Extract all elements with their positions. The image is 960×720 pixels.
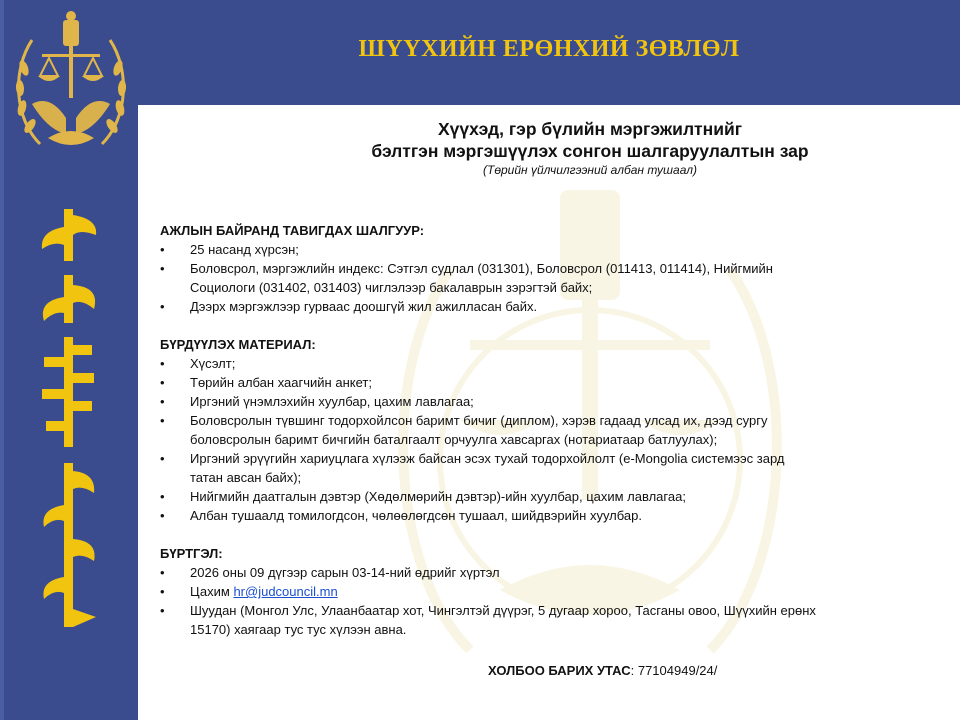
requirements-heading: АЖЛЫН БАЙРАНД ТАВИГДАХ ШАЛГУУР: xyxy=(160,223,425,238)
material-text-cont: боловсролын баримт бичгийн баталгаалт орчуулга хавсаргах (нотариатаар батлуулах); xyxy=(190,432,718,447)
list-item xyxy=(160,373,960,392)
list-item xyxy=(160,259,960,297)
announcement-subtitle: (Төрийн үйлчилгээний албан тушаал) xyxy=(483,163,697,177)
material-text: Боловсролын түвшинг тодорхойлсон баримт бичиг (диплом), хэрэв гадаад улсад их, дээд сургу xyxy=(190,413,768,428)
bullet: • xyxy=(160,603,165,618)
list-item xyxy=(160,297,960,316)
bullet: • xyxy=(160,394,165,409)
list-item xyxy=(160,240,960,259)
bullet: • xyxy=(160,261,165,276)
material-text: Төрийн албан хаагчийн анкет; xyxy=(190,375,372,390)
material-text-cont: татан авсан байх); xyxy=(190,470,302,485)
material-text: Нийгмийн даатгалын дэвтэр (Хөдөлмөрийн дэвтэр)-ийн хуулбар, цахим лавлагаа; xyxy=(190,489,686,504)
contact-phone: : 77104949/24/ xyxy=(630,663,718,678)
organization-title: ШҮҮХИЙН ЕРӨНХИЙ ЗӨВЛӨЛ xyxy=(358,36,740,62)
bullet: • xyxy=(160,508,165,523)
bullet: • xyxy=(160,413,165,428)
sidebar-edge xyxy=(0,0,4,720)
list-item xyxy=(160,601,960,639)
mongolian-script-icon xyxy=(24,205,116,635)
contact-line xyxy=(488,663,717,678)
bullet: • xyxy=(160,451,165,466)
requirement-text: Дээрх мэргэжлээр гурваас доошгүй жил ажилласан байх. xyxy=(190,299,538,314)
list-item xyxy=(160,392,960,411)
list-item xyxy=(160,449,960,487)
list-item xyxy=(160,582,960,601)
bullet: • xyxy=(160,565,165,580)
list-item xyxy=(160,506,960,525)
material-text: Иргэний эрүүгийн хариуцлага хүлээж байсан эсэх тухай тодорхойлолт (e-Mongolia системээс зард xyxy=(190,451,785,466)
registration-mail-address: Шуудан (Монгол Улс, Улаанбаатар хот, Чингэлтэй дүүрэг, 5 дугаар хороо, Тасганы овоо, Шүүхийн ерөнх xyxy=(190,603,816,618)
requirement-text: 25 насанд хүрсэн; xyxy=(190,242,299,257)
contact-label: ХОЛБОО БАРИХ УТАС xyxy=(488,663,631,678)
registration-mail-address-cont: 15170) хаягаар тус тус хүлээн авна. xyxy=(190,622,407,637)
material-text: Хүсэлт; xyxy=(190,356,236,371)
bullet: • xyxy=(160,584,165,599)
requirement-text-cont: Социологи (031402, 031403) чиглэлээр бакалаврын зэрэгтэй байх; xyxy=(190,280,593,295)
bullet: • xyxy=(160,242,165,257)
list-item xyxy=(160,563,960,582)
registration-heading: БҮРТГЭЛ: xyxy=(160,546,223,561)
registration-email-label: Цахим xyxy=(190,584,234,599)
registration-deadline: 2026 оны 09 дүгээр сарын 03-14-ний өдрийг хүртэл xyxy=(190,565,500,580)
email-link[interactable]: hr@judcouncil.mn xyxy=(233,584,338,599)
bullet: • xyxy=(160,299,165,314)
bullet: • xyxy=(160,375,165,390)
announcement-title-block xyxy=(300,118,880,178)
announcement-title-line1: Хүүхэд, гэр бүлийн мэргэжилтнийг xyxy=(437,119,743,139)
announcement-body xyxy=(160,221,960,639)
list-item xyxy=(160,487,960,506)
material-text: Албан тушаалд томилогдсон, чөлөөлөгдсөн тушаал, шийдвэрийн хуулбар. xyxy=(190,508,642,523)
bullet: • xyxy=(160,356,165,371)
list-item xyxy=(160,354,960,373)
announcement-title-line2: бэлтгэн мэргэшүүлэх сонгон шалгаруулалтын зар xyxy=(371,141,809,161)
sidebar xyxy=(0,0,138,720)
court-emblem-icon xyxy=(10,6,132,156)
materials-heading: БҮРДҮҮЛЭХ МАТЕРИАЛ: xyxy=(160,337,316,352)
header-bar xyxy=(138,0,960,105)
bullet: • xyxy=(160,489,165,504)
material-text: Иргэний үнэмлэхийн хуулбар, цахим лавлагаа; xyxy=(190,394,474,409)
list-item xyxy=(160,411,960,449)
requirement-text: Боловсрол, мэргэжлийн индекс: Сэтгэл судлал (031301), Боловсрол (011413, 011414), Нийгмийн xyxy=(190,261,773,276)
